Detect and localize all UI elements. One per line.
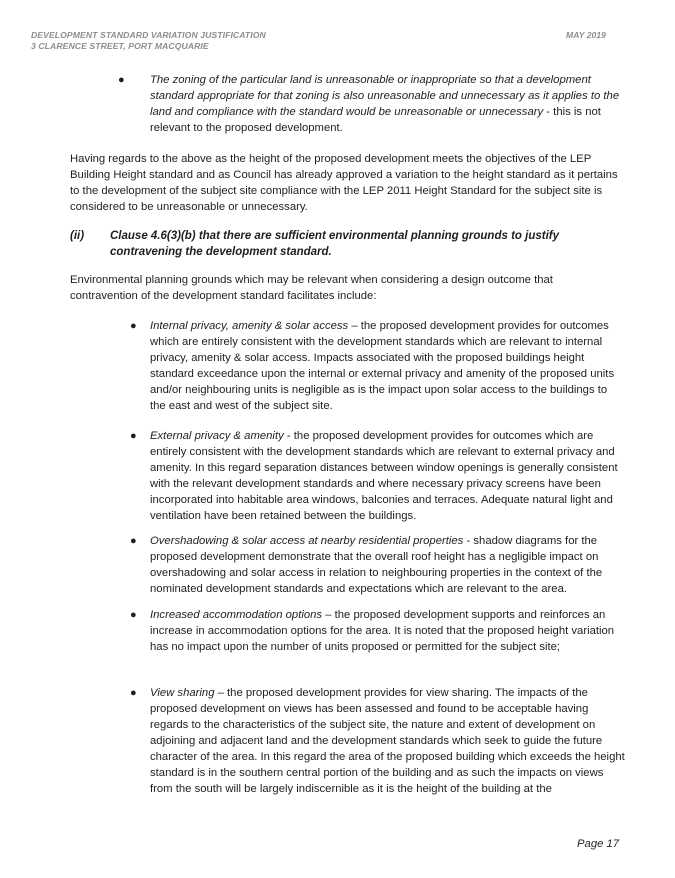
bullet-dot: ● (118, 74, 125, 86)
bullet-zoning (150, 72, 620, 136)
header-date: MAY 2019 (566, 30, 606, 40)
bullet-external-privacy (150, 428, 625, 524)
bullet-overshadowing (150, 533, 625, 597)
bullet-lead: Internal privacy, amenity & solar access (150, 320, 349, 332)
bullet-dot: ● (130, 535, 137, 547)
bullet-lead: View sharing (150, 687, 215, 699)
bullet-text: – the proposed development provides for view sharing. The impacts of the proposed development on views has been assessed and found to be acceptable having regards to the characteristics of the subject site, the nature and extent of development on adjoining and adjacent land and the development standards which seek to guide the future character of the area. In this regard the area of the proposed building which exceeds the height standard is in the southern central portion of the building and as such the impacts on views from the south will be largely indiscernible as it is the height of the building at the (150, 687, 625, 795)
bullet-text: – the proposed development supports and reinforces an increase in accommodation options for the area. It is noted that the proposed height variation has no impact upon the number of units proposed or permitted for the subject site; (150, 609, 615, 653)
bullet-dot: ● (130, 320, 137, 332)
bullet-dot: ● (130, 687, 137, 699)
bullet-text: – the proposed development provides for outcomes which are entirely consistent with the development standards which are relevant to internal privacy, amenity & solar access. Impacts associated with the proposed buildings height standard exceedance upon the internal or external privacy and amenity of the proposed units and/or neighbouring units is negligible as is the impact upon solar access to the buildings to the east and west of the subject site. (150, 320, 615, 412)
bullet-internal-privacy (150, 318, 625, 414)
clause-number: (ii) (70, 230, 85, 242)
bullet-text: - shadow diagrams for the proposed development demonstrate that the overall roof height has a negligible impact on overshadowing and solar access in relation to neighbouring properties in the context of the nominated development standards and expectations which are relevant to the area. (150, 535, 603, 595)
clause-heading: Clause 4.6(3)(b) that there are sufficient environmental planning grounds to justify contravening the development standard. (110, 230, 559, 258)
paragraph-grounds: Environmental planning grounds which may be relevant when considering a design outcome that contravention of the development standard facilitates include: (70, 274, 553, 302)
bullet-dot: ● (130, 609, 137, 621)
bullet-zoning-rest: - this is not relevant to the proposed development. (150, 106, 601, 134)
header-title: DEVELOPMENT STANDARD VARIATION JUSTIFICATION (31, 30, 266, 40)
bullet-lead: External privacy & amenity (150, 430, 284, 442)
header-address: 3 CLARENCE STREET, PORT MACQUARIE (31, 41, 209, 51)
bullet-zoning-italic: The zoning of the particular land is unreasonable or inappropriate so that a development standard appropriate for that zoning is also unreasonable and unnecessary as it applies to the land and compliance with the standard would be unreasonable or unnecessary (150, 74, 620, 118)
bullet-lead: Overshadowing & solar access at nearby residential properties (150, 535, 464, 547)
bullet-view-sharing (150, 685, 625, 797)
bullet-dot: ● (130, 430, 137, 442)
bullet-accommodation (150, 607, 625, 655)
page-number: Page 17 (577, 838, 620, 850)
paragraph-regards: Having regards to the above as the height of the proposed development meets the objectives of the LEP Building Height standard and as Council has already approved a variation to the height standard as it pertains to the development of the subject site compliance with the LEP 2011 Height Standard for the subject site is considered to be unreasonable or unnecessary. (70, 153, 618, 213)
bullet-lead: Increased accommodation options (150, 609, 323, 621)
bullet-text: - the proposed development provides for outcomes which are entirely consistent with the development standards which are relevant to external privacy and amenity. In this regard separation distances between window openings is generally consistent with the relevant development standards and where necessary privacy screens have been incorporated into habitable area windows, balconies and terraces. Adequate natural light and ventilation have been retained between the buildings. (150, 430, 618, 522)
header-left (31, 30, 266, 52)
